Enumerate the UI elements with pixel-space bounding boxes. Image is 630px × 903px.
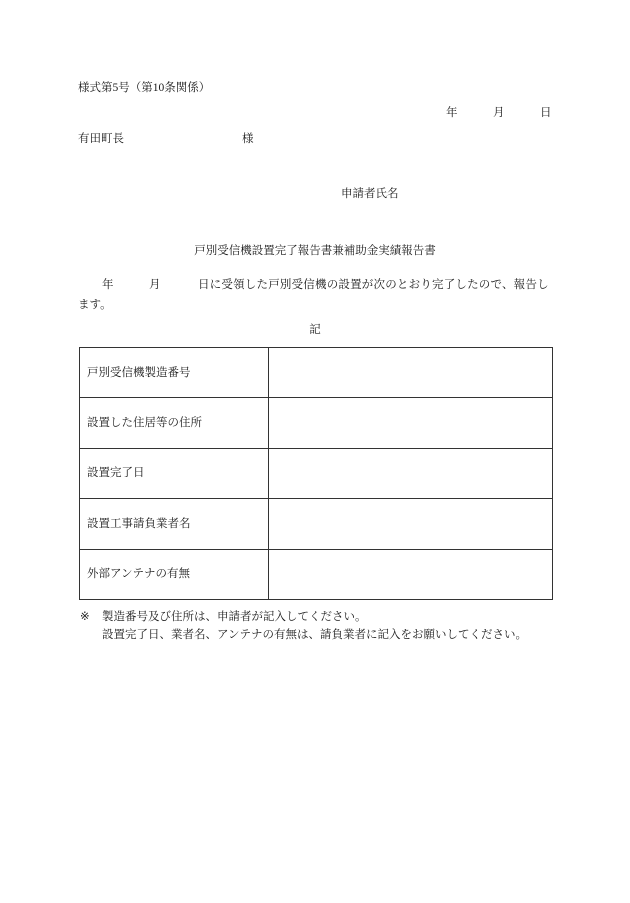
- row-value-cell: [269, 348, 553, 398]
- body-year-label: 年: [102, 279, 114, 291]
- table-row: [80, 549, 553, 599]
- row-value-cell: [269, 549, 553, 599]
- row-label: 設置工事請負業者名: [80, 499, 269, 549]
- note-mark: ※: [80, 611, 90, 623]
- addressee-name: 有田町長: [78, 133, 124, 145]
- note-line1: 製造番号及び住所は、申請者が記入してください。: [102, 611, 367, 623]
- date-month-label: 月: [493, 107, 505, 119]
- body-month-label: 月: [149, 279, 161, 291]
- row-value-cell: [269, 448, 553, 498]
- row-label: 設置完了日: [80, 448, 269, 498]
- document-title: 戸別受信機設置完了報告書兼補助金実績報告書: [194, 245, 436, 257]
- table-row: [80, 398, 553, 448]
- table-row: [80, 348, 553, 398]
- table-row: [80, 448, 553, 498]
- date-year-label: 年: [446, 107, 458, 119]
- form-number: 様式第5号（第10条関係）: [78, 82, 211, 94]
- report-table: [79, 347, 553, 600]
- date-day-label: 日: [540, 107, 552, 119]
- body-text-line1: 日に受領した戸別受信機の設置が次のとおり完了したので、報告し: [198, 279, 549, 291]
- body-text-line2: ます。: [78, 299, 112, 311]
- row-label: 外部アンテナの有無: [80, 549, 269, 599]
- applicant-name-label: 申請者氏名: [341, 188, 399, 200]
- row-label: 戸別受信機製造番号: [80, 348, 269, 398]
- row-label: 設置した住居等の住所: [80, 398, 269, 448]
- addressee-honorific: 様: [242, 133, 254, 145]
- note-line2: 設置完了日、業者名、アンテナの有無は、請負業者に記入をお願いしてください。: [102, 629, 528, 641]
- ki-heading: 記: [309, 324, 321, 336]
- table-row: [80, 499, 553, 549]
- row-value-cell: [269, 398, 553, 448]
- row-value-cell: [269, 499, 553, 549]
